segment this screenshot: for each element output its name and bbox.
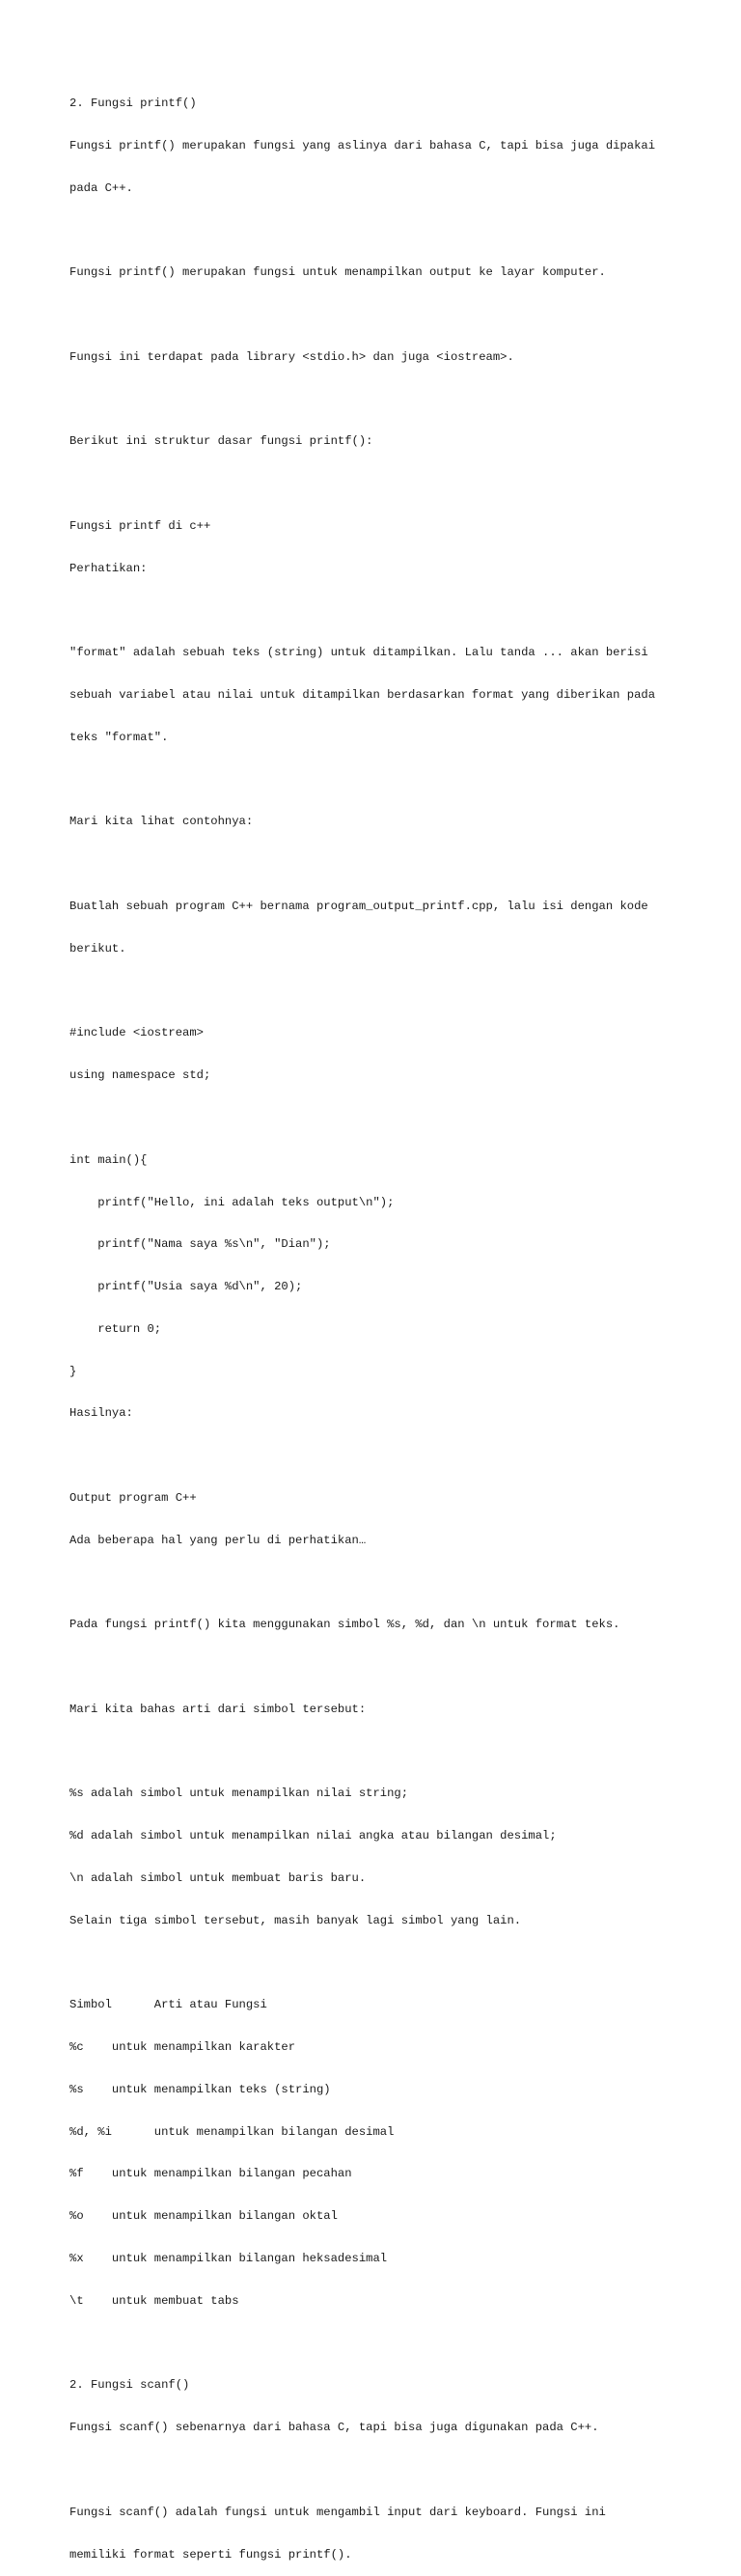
- blank-line: [69, 308, 706, 322]
- code-line: printf("Usia saya %d\n", 20);: [69, 1280, 303, 1294]
- paragraph-line: Output program C++: [69, 1490, 197, 1505]
- paragraph-line: %d adalah simbol untuk menampilkan nilai angka atau bilangan desimal;: [69, 1829, 557, 1843]
- paragraph-line: berikut.: [69, 941, 126, 956]
- code-line: int main(){: [69, 1152, 148, 1167]
- blank-line: [69, 857, 706, 872]
- blank-line: [69, 477, 706, 491]
- symbol-table-row: %s untuk menampilkan teks (string): [69, 2082, 331, 2096]
- blank-line: [69, 1745, 706, 1759]
- paragraph-line: memiliki format seperti fungsi printf().: [69, 2547, 352, 2562]
- section-heading-printf: 2. Fungsi printf(): [69, 97, 197, 111]
- paragraph-line: sebuah variabel atau nilai untuk ditampilkan berdasarkan format yang diberikan pada: [69, 688, 656, 703]
- code-line: #include <iostream>: [69, 1026, 204, 1040]
- paragraph-line: Mari kita bahas arti dari simbol tersebut:: [69, 1702, 367, 1716]
- blank-line: [69, 2463, 706, 2478]
- paragraph-line: Fungsi scanf() adalah fungsi untuk mengambil input dari keyboard. Fungsi ini: [69, 2505, 606, 2519]
- blank-line: [69, 224, 706, 238]
- paragraph-line: Hasilnya:: [69, 1406, 133, 1421]
- paragraph-line: Selain tiga simbol tersebut, masih banyak lagi simbol yang lain.: [69, 1913, 522, 1927]
- paragraph-line: Mari kita lihat contohnya:: [69, 815, 254, 829]
- section-heading-scanf: 2. Fungsi scanf(): [69, 2378, 190, 2393]
- paragraph-line: Fungsi printf di c++: [69, 519, 211, 533]
- symbol-table-row: %o untuk menampilkan bilangan oktal: [69, 2209, 338, 2224]
- paragraph-line: Buatlah sebuah program C++ bernama program_output_printf.cpp, lalu isi dengan kode: [69, 900, 648, 914]
- paragraph-line: Perhatikan:: [69, 561, 148, 575]
- blank-line: [69, 773, 706, 788]
- paragraph-line: %s adalah simbol untuk menampilkan nilai string;: [69, 1787, 409, 1801]
- paragraph-line: Ada beberapa hal yang perlu di perhatikan…: [69, 1533, 367, 1547]
- code-line: printf("Hello, ini adalah teks output\n");: [69, 1195, 395, 1209]
- symbol-table-row: %d, %i untuk menampilkan bilangan desimal: [69, 2124, 395, 2139]
- symbol-table-row: %x untuk menampilkan bilangan heksadesimal: [69, 2252, 388, 2266]
- paragraph-line: Berikut ini struktur dasar fungsi printf():: [69, 434, 373, 449]
- blank-line: [69, 1449, 706, 1463]
- code-line: return 0;: [69, 1321, 162, 1336]
- paragraph-line: "format" adalah sebuah teks (string) untuk ditampilkan. Lalu tanda ... akan berisi: [69, 646, 648, 660]
- paragraph-line: Fungsi printf() merupakan fungsi yang aslinya dari bahasa C, tapi bisa juga dipakai: [69, 138, 656, 152]
- symbol-table-row: %f untuk menampilkan bilangan pecahan: [69, 2167, 352, 2181]
- paragraph-line: pada C++.: [69, 180, 133, 195]
- blank-line: [69, 1660, 706, 1675]
- symbol-table-header: Simbol Arti atau Fungsi: [69, 1998, 267, 2012]
- paragraph-line: Fungsi printf() merupakan fungsi untuk menampilkan output ke layar komputer.: [69, 265, 606, 280]
- blank-line: [69, 1111, 706, 1125]
- blank-line: [69, 1576, 706, 1591]
- code-line: printf("Nama saya %s\n", "Dian");: [69, 1237, 331, 1252]
- blank-line: [69, 604, 706, 619]
- paragraph-line: Fungsi scanf() sebenarnya dari bahasa C, tapi bisa juga digunakan pada C++.: [69, 2421, 599, 2435]
- paragraph-line: teks "format".: [69, 730, 169, 744]
- paragraph-line: Pada fungsi printf() kita menggunakan simbol %s, %d, dan \n untuk format teks.: [69, 1618, 620, 1632]
- paragraph-line: Fungsi ini terdapat pada library <stdio.h> dan juga <iostream>.: [69, 349, 514, 364]
- symbol-table-row: \t untuk membuat tabs: [69, 2293, 239, 2308]
- code-line: }: [69, 1364, 77, 1378]
- blank-line: [69, 393, 706, 407]
- blank-line: [69, 1956, 706, 1971]
- symbol-table-row: %c untuk menampilkan karakter: [69, 2040, 296, 2055]
- code-line: using namespace std;: [69, 1068, 211, 1083]
- blank-line: [69, 2337, 706, 2351]
- document-body: [69, 69, 706, 2576]
- paragraph-line: \n adalah simbol untuk membuat baris baru.: [69, 1871, 367, 1885]
- blank-line: [69, 984, 706, 999]
